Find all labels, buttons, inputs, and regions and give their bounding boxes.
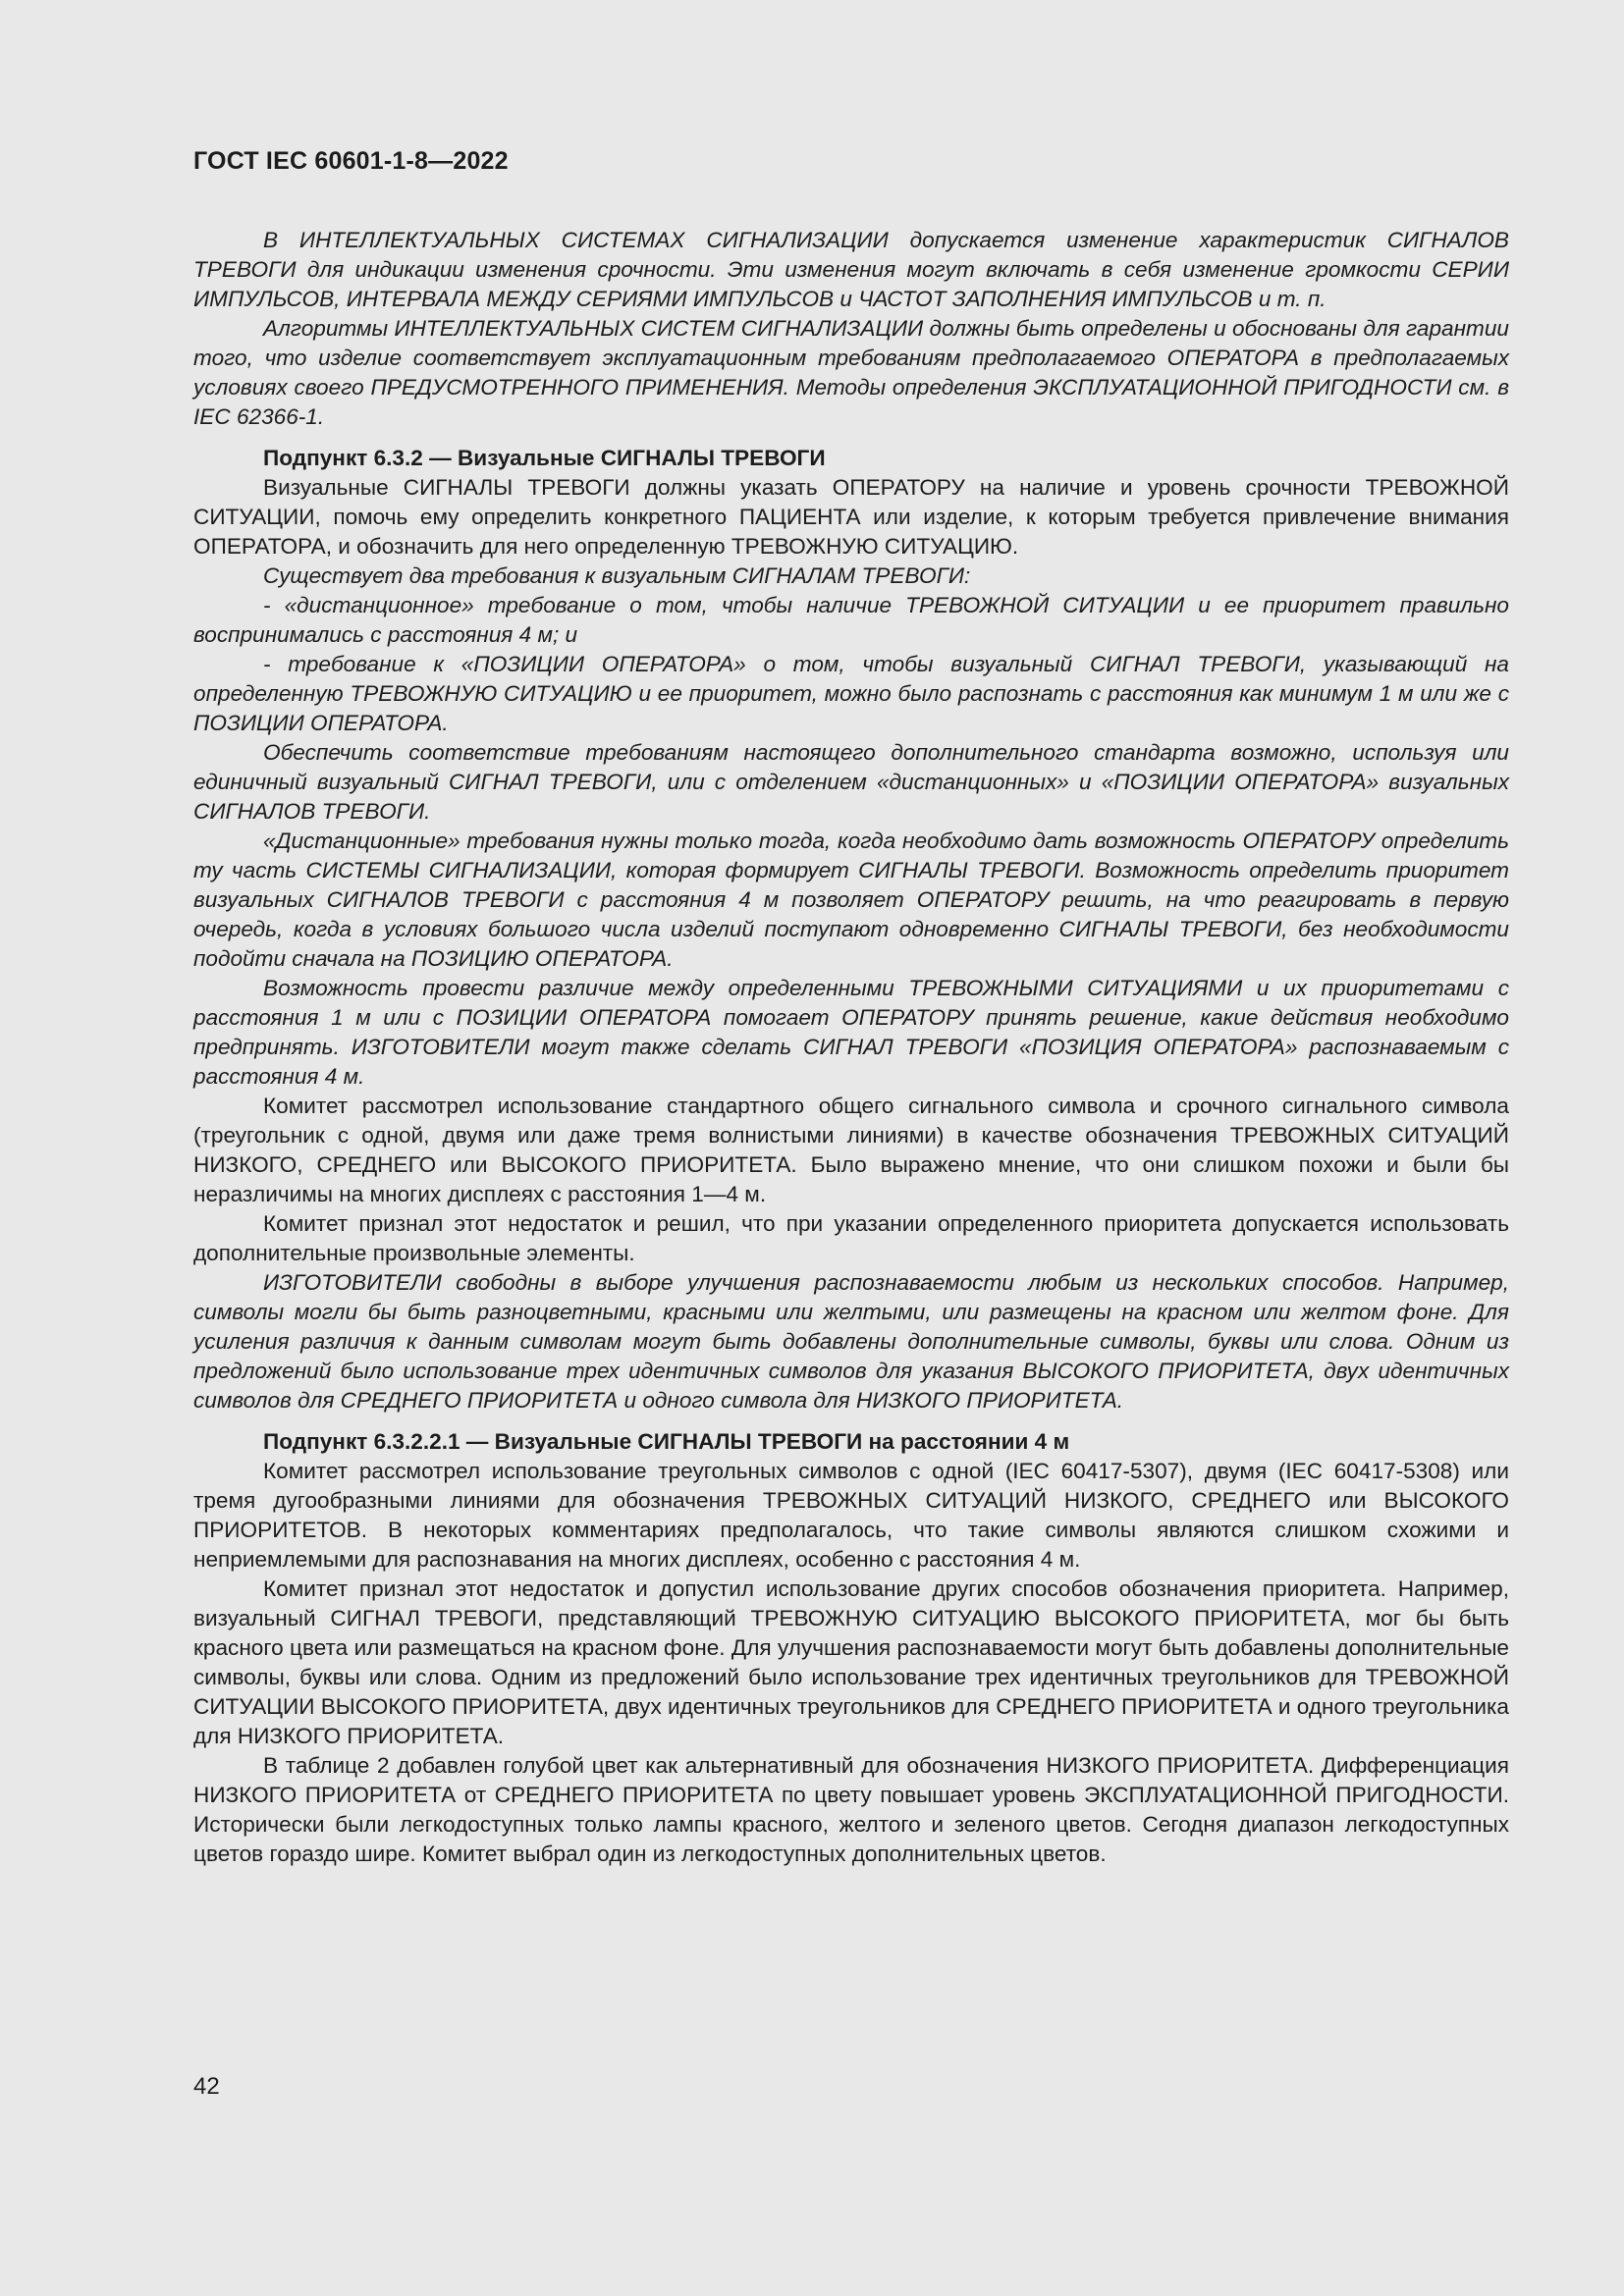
list-item: - требование к «ПОЗИЦИИ ОПЕРАТОРА» о том, чтобы визуальный СИГНАЛ ТРЕВОГИ, указывающий на определенную ТРЕВОЖНУЮ СИТУАЦИЮ и ее приоритет, можно было распознать с расстояния как минимум 1 м или же с ПОЗИЦИИ ОПЕРАТОРА.: [193, 652, 1509, 735]
paragraph: Алгоритмы ИНТЕЛЛЕКТУАЛЬНЫХ СИСТЕМ СИГНАЛИЗАЦИИ должны быть определены и обоснованы для гарантии того, что изделие соответствует эксплуатационным требованиям предполагаемого ОПЕРАТОРА в предполагаемых условиях своего ПРЕДУСМОТРЕННОГО ПРИМЕНЕНИЯ. Методы определения ЭКСПЛУАТАЦИОННОЙ ПРИГОДНОСТИ см. в IEC 62366-1.: [193, 316, 1509, 429]
paragraph: В таблице 2 добавлен голубой цвет как альтернативный для обозначения НИЗКОГО ПРИОРИТЕТА. Дифференциация НИЗКОГО ПРИОРИТЕТА от СРЕДНЕГО ПРИОРИТЕТА по цвету повышает уровень ЭКСПЛУАТАЦИОННОЙ ПРИГОДНОСТИ. Исторически были легкодоступных только лампы красного, желтого и зеленого цветов. Сегодня диапазон легкодоступных цветов гораздо шире. Комитет выбрал один из легкодоступных дополнительных цветов.: [193, 1753, 1509, 1866]
paragraph: Возможность провести различие между определенными ТРЕВОЖНЫМИ СИТУАЦИЯМИ и их приоритетами с расстояния 1 м или с ПОЗИЦИИ ОПЕРАТОРА помогает ОПЕРАТОРУ принять решение, какие действия необходимо предпринять. ИЗГОТОВИТЕЛИ могут также сделать СИГНАЛ ТРЕВОГИ «ПОЗИЦИЯ ОПЕРАТОРА» распознаваемым с расстояния 4 м.: [193, 976, 1509, 1089]
section-heading: Подпункт 6.3.2 — Визуальные СИГНАЛЫ ТРЕВОГИ: [263, 446, 826, 470]
document-header: ГОСТ IEC 60601-1-8—2022: [193, 147, 509, 175]
list-item: - «дистанционное» требование о том, чтобы наличие ТРЕВОЖНОЙ СИТУАЦИИ и ее приоритет правильно воспринимались с расстояния 4 м; и: [193, 593, 1509, 647]
paragraph: Комитет рассмотрел использование треугольных символов с одной (IEC 60417-5307), двумя (IEC 60417-5308) или тремя дугообразными линиями для обозначения ТРЕВОЖНЫХ СИТУАЦИЙ НИЗКОГО, СРЕДНЕГО или ВЫСОКОГО ПРИОРИТЕТОВ. В некоторых комментариях предполагалось, что такие символы являются слишком схожими и неприемлемыми для распознавания на многих дисплеях, особенно с расстояния 4 м.: [193, 1459, 1509, 1572]
paragraph: ИЗГОТОВИТЕЛИ свободны в выборе улучшения распознаваемости любым из нескольких способов. Например, символы могли бы быть разноцветными, красными или желтыми, или размещены на красном или желтом фоне. Для усиления различия к данным символам могут быть добавлены дополнительные символы, буквы или слова. Одним из предложений было использование трех идентичных символов для указания ВЫСОКОГО ПРИОРИТЕТА, двух идентичных символов для СРЕДНЕГО ПРИОРИТЕТА и одного символа для НИЗКОГО ПРИОРИТЕТА.: [193, 1270, 1509, 1413]
paragraph: Визуальные СИГНАЛЫ ТРЕВОГИ должны указать ОПЕРАТОРУ на наличие и уровень срочности ТРЕВОЖНОЙ СИТУАЦИИ, помочь ему определить конкретного ПАЦИЕНТА или изделие, к которым требуется привлечение внимания ОПЕРАТОРА, и обозначить для него определенную ТРЕВОЖНУЮ СИТУАЦИЮ.: [193, 475, 1509, 559]
paragraph: Комитет признал этот недостаток и допустил использование других способов обозначения приоритета. Например, визуальный СИГНАЛ ТРЕВОГИ, представляющий ТРЕВОЖНУЮ СИТУАЦИЮ ВЫСОКОГО ПРИОРИТЕТА, мог бы быть красного цвета или размещаться на красном фоне. Для улучшения распознаваемости могут быть добавлены дополнительные символы, буквы или слова. Одним из предложений было использование трех идентичных треугольников для ТРЕВОЖНОЙ СИТУАЦИИ ВЫСОКОГО ПРИОРИТЕТА, двух идентичных треугольников для СРЕДНЕГО ПРИОРИТЕТА и одного треугольника для НИЗКОГО ПРИОРИТЕТА.: [193, 1576, 1509, 1748]
paragraph: Комитет рассмотрел использование стандартного общего сигнального символа и срочного сигнального символа (треугольник с одной, двумя или даже тремя волнистыми линиями) в качестве обозначения ТРЕВОЖНЫХ СИТУАЦИЙ НИЗКОГО, СРЕДНЕГО или ВЫСОКОГО ПРИОРИТЕТА. Было выражено мнение, что они слишком похожи и были бы неразличимы на многих дисплеях с расстояния 1—4 м.: [193, 1094, 1509, 1206]
section-heading: Подпункт 6.3.2.2.1 — Визуальные СИГНАЛЫ ТРЕВОГИ на расстоянии 4 м: [263, 1429, 1070, 1454]
page-body: [193, 226, 1509, 1869]
paragraph: В ИНТЕЛЛЕКТУАЛЬНЫХ СИСТЕМАХ СИГНАЛИЗАЦИИ допускается изменение характеристик СИГНАЛОВ ТРЕВОГИ для индикации изменения срочности. Эти изменения могут включать в себя изменение громкости СЕРИИ ИМПУЛЬСОВ, ИНТЕРВАЛА МЕЖДУ СЕРИЯМИ ИМПУЛЬСОВ и ЧАСТОТ ЗАПОЛНЕНИЯ ИМПУЛЬСОВ и т. п.: [193, 228, 1509, 311]
paragraph: Комитет признал этот недостаток и решил, что при указании определенного приоритета допускается использовать дополнительные произвольные элементы.: [193, 1211, 1509, 1265]
page-number: 42: [193, 2073, 220, 2100]
paragraph: Существует два требования к визуальным СИГНАЛАМ ТРЕВОГИ:: [263, 563, 971, 588]
paragraph: Обеспечить соответствие требованиям настоящего дополнительного стандарта возможно, используя или единичный визуальный СИГНАЛ ТРЕВОГИ, или с отделением «дистанционных» и «ПОЗИЦИИ ОПЕРАТОРА» визуальных СИГНАЛОВ ТРЕВОГИ.: [193, 740, 1509, 824]
paragraph: «Дистанционные» требования нужны только тогда, когда необходимо дать возможность ОПЕРАТОРУ определить ту часть СИСТЕМЫ СИГНАЛИЗАЦИИ, которая формирует СИГНАЛЫ ТРЕВОГИ. Возможность определить приоритет визуальных СИГНАЛОВ ТРЕВОГИ с расстояния 4 м позволяет ОПЕРАТОРУ решить, на что реагировать в первую очередь, когда в условиях большого числа изделий поступают одновременно СИГНАЛЫ ТРЕВОГИ, без необходимости подойти сначала на ПОЗИЦИЮ ОПЕРАТОРА.: [193, 828, 1509, 971]
